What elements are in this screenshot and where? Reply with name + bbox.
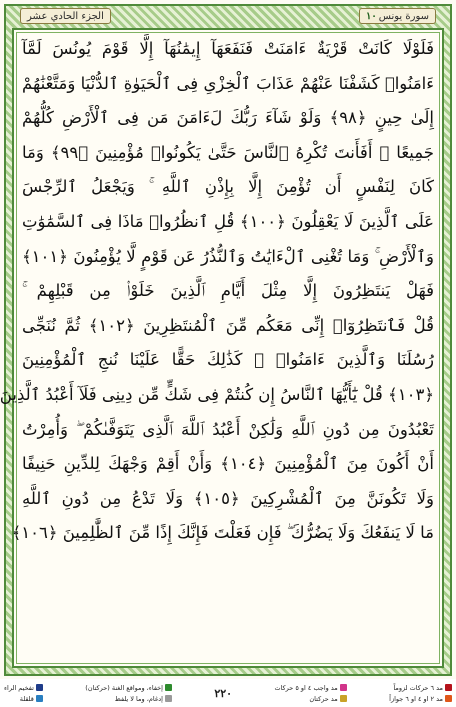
text-line: وَلَا تَكُونَنَّ مِنَ ٱلْمُشْرِكِينَ ﴿١٠٥﴾ وَلَا تَدْعُ مِن دُونِ ٱللَّهِ bbox=[22, 488, 434, 508]
legend-label: مد واجب ٤ او ٥ حركات bbox=[274, 683, 338, 692]
text-line: جَمِيعًا ۚ أَفَأَنتَ تُكْرِهُ ٱلنَّاسَ حَتَّىٰ يَكُونُوا۟ مُؤْمِنِينَ ﴿٩٩﴾ وَمَا bbox=[22, 142, 434, 162]
legend-label: قلقلة bbox=[19, 694, 34, 703]
legend-item bbox=[274, 684, 346, 692]
legend-mid-right bbox=[274, 684, 346, 703]
legend-mid-left bbox=[85, 684, 172, 703]
text-line: ﴿١٠٣﴾ قُلْ يَٰٓأَيُّهَا ٱلنَّاسُ إِن كُنتُمْ فِى شَكٍّ مِّن دِينِى فَلَآ أَعْبُدُ ٱلَّذِينَ bbox=[0, 384, 434, 404]
legend-color-swatch bbox=[36, 695, 43, 702]
text-line: فَهَلْ يَنتَظِرُونَ إِلَّا مِثْلَ أَيَّامِ ٱلَّذِينَ خَلَوْا۟ مِن قَبْلِهِمْ ۚ bbox=[22, 281, 434, 301]
legend-label: إخفاء، ومواقع الغنة (حركتان) bbox=[85, 683, 163, 692]
text-line: أَنْ أَكُونَ مِنَ ٱلْمُؤْمِنِينَ ﴿١٠٤﴾ وَأَنْ أَقِمْ وَجْهَكَ لِلدِّينِ حَنِيفًا bbox=[22, 454, 434, 474]
text-line: قُلْ فَٱنتَظِرُوٓا۟ إِنِّى مَعَكُم مِّنَ ٱلْمُنتَظِرِينَ ﴿١٠٢﴾ ثُمَّ نُنَجِّى bbox=[22, 315, 434, 335]
surah-name: سورة يونس bbox=[378, 10, 429, 22]
legend-item bbox=[389, 695, 452, 703]
text-line: رُسُلَنَا وَٱلَّذِينَ ءَامَنُوا۟ ۚ كَذَٰلِكَ حَقًّا عَلَيْنَا نُنجِ ٱلْمُؤْمِنِينَ bbox=[22, 350, 434, 370]
text-line: تَعْبُدُونَ مِن دُونِ ٱللَّهِ وَلَٰكِنْ أَعْبُدُ ٱللَّهَ ٱلَّذِى يَتَوَفَّىٰكُمْ ۖ وَأُمِرْتُ bbox=[22, 419, 434, 439]
legend-label: مد ٢ او ٤ او ٦ جوازاً bbox=[389, 694, 443, 703]
text-line: إِلَىٰ حِينٍ ﴿٩٨﴾ وَلَوْ شَآءَ رَبُّكَ لَءَامَنَ مَن فِى ٱلْأَرْضِ كُلُّهُمْ bbox=[22, 108, 435, 128]
text-line: كَانَ لِنَفْسٍ أَن تُؤْمِنَ إِلَّا بِإِذْنِ ٱللَّهِ ۚ وَيَجْعَلُ ٱلرِّجْسَ bbox=[22, 177, 434, 197]
page-number: ٢٢٠ bbox=[214, 686, 233, 700]
legend-left bbox=[4, 684, 43, 703]
legend-right bbox=[389, 684, 452, 703]
surah-label bbox=[359, 8, 436, 24]
legend-label: مد حركتان bbox=[309, 694, 338, 703]
legend-color-swatch bbox=[165, 695, 172, 702]
legend-label: تفخيم الراء bbox=[4, 683, 34, 692]
tajweed-legend-footer bbox=[0, 679, 456, 707]
text-line: ءَامَنُوا۟ كَشَفْنَا عَنْهُمْ عَذَابَ ٱلْخِزْىِ فِى ٱلْحَيَوٰةِ ٱلدُّنْيَا وَمَتَّعْنَٰهُمْ bbox=[22, 73, 434, 93]
surah-number: ١٠ bbox=[365, 10, 377, 22]
legend-label: مد ٦ حركات لزوماً bbox=[393, 683, 443, 692]
text-line: فَلَوْلَا كَانَتْ قَرْيَةٌ ءَامَنَتْ فَنَفَعَهَآ إِيمَٰنُهَآ إِلَّا قَوْمَ يُونُسَ لَمَّآ bbox=[22, 39, 434, 58]
legend-color-swatch bbox=[445, 684, 452, 691]
juz-label bbox=[20, 8, 111, 24]
legend-color-swatch bbox=[36, 684, 43, 691]
legend-item bbox=[4, 684, 43, 692]
legend-label: إدغام، وما لا يلفظ bbox=[114, 694, 163, 703]
text-line: وَٱلْأَرْضِ ۚ وَمَا تُغْنِى ٱلْءَايَٰتُ وَٱلنُّذُرُ عَن قَوْمٍ لَّا يُؤْمِنُونَ ﴿١٠١﴾ bbox=[22, 246, 434, 266]
legend-item bbox=[85, 684, 172, 692]
legend-color-swatch bbox=[165, 684, 172, 691]
text-line: مَا لَا يَنفَعُكَ وَلَا يَضُرُّكَ ۖ فَإِن فَعَلْتَ فَإِنَّكَ إِذًا مِّنَ ٱلظَّٰلِمِينَ ﴿١٠٦﴾ bbox=[11, 523, 434, 543]
legend-item bbox=[4, 695, 43, 703]
quran-text bbox=[0, 32, 435, 551]
legend-color-swatch bbox=[340, 684, 347, 691]
text-line: عَلَى ٱلَّذِينَ لَا يَعْقِلُونَ ﴿١٠٠﴾ قُلِ ٱنظُرُوا۟ مَاذَا فِى ٱلسَّمَٰوَٰتِ bbox=[22, 211, 434, 231]
juz-text: الجزء الحادي عشر bbox=[27, 10, 104, 22]
page-header bbox=[12, 6, 444, 26]
legend-color-swatch bbox=[445, 695, 452, 702]
legend-item bbox=[389, 684, 452, 692]
legend-item bbox=[274, 695, 346, 703]
legend-item bbox=[85, 695, 172, 703]
legend-color-swatch bbox=[340, 695, 347, 702]
